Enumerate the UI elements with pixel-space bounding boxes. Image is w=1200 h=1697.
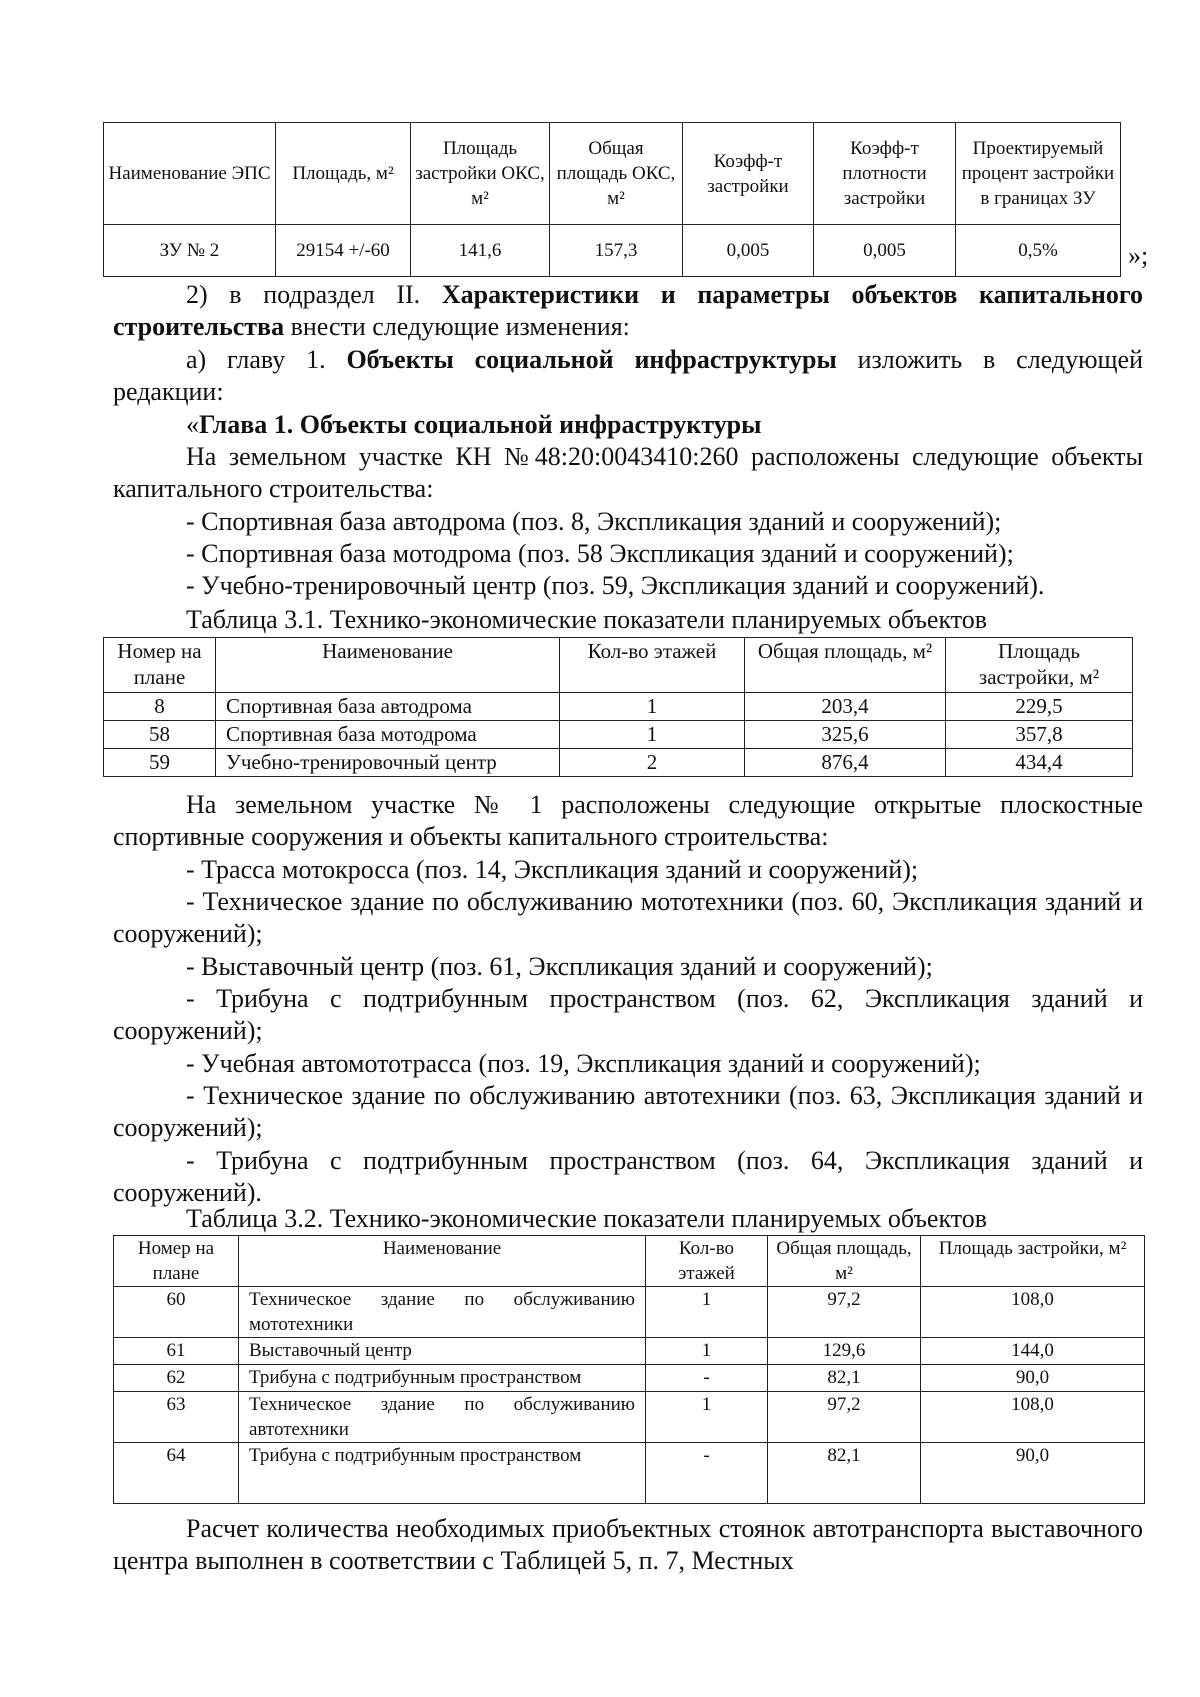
cell: 129,6 [768, 1338, 921, 1365]
table-header-row [104, 123, 1121, 225]
header-cell: Общая площадь ОКС, м² [550, 123, 683, 225]
table-row [114, 1365, 1145, 1392]
cell: 1 [646, 1287, 768, 1338]
paragraph-parking-calc: Расчет количества необходимых приобъектных стоянок автотранспорта выставочного центра выполнен в соответствии с Таблицей 5, п. 7, Местных [113, 1514, 1143, 1575]
cell: 60 [114, 1287, 239, 1338]
header-cell: Наименование [239, 1236, 646, 1287]
table-row [114, 1287, 1145, 1338]
cell: Спортивная база автодрома [216, 693, 560, 721]
text: изложить в следующей редакции: [113, 345, 1143, 406]
closing-quote: »; [1128, 241, 1149, 270]
header-cell: Общая площадь, м² [745, 638, 946, 693]
table-3-2 [113, 1235, 1145, 1504]
cell: 108,0 [921, 1287, 1145, 1338]
cell: 97,2 [768, 1392, 921, 1443]
cell: 0,005 [683, 225, 814, 277]
chapter-title: Глава 1. Объекты социальной инфраструктуры [199, 410, 762, 439]
header-cell: Кол-во этажей [560, 638, 745, 693]
header-cell: Номер на плане [114, 1236, 239, 1287]
cell: 29154 +/-60 [276, 225, 411, 277]
table-row [114, 1443, 1145, 1504]
header-cell: Общая площадь, м² [768, 1236, 921, 1287]
bold-text: Объекты социальной инфраструктуры [346, 345, 837, 374]
cell: ЗУ № 2 [104, 225, 276, 277]
cell: 2 [560, 749, 745, 777]
cell: 59 [104, 749, 216, 777]
header-cell: Коэфф-т плотности застройки [814, 123, 956, 225]
cell: 90,0 [921, 1365, 1145, 1392]
table-header-row [114, 1236, 1145, 1287]
chapter-heading [113, 409, 1143, 441]
cell: 157,3 [550, 225, 683, 277]
header-cell: Коэфф-т застройки [683, 123, 814, 225]
cell: 144,0 [921, 1338, 1145, 1365]
table-row [104, 693, 1133, 721]
cell: Спортивная база мотодрома [216, 721, 560, 749]
cell: Техническое здание по обслуживанию автотехники [239, 1392, 646, 1443]
bold-text: Характеристики и параметры объектов капитального строительства [113, 280, 1144, 341]
cell: 108,0 [921, 1392, 1145, 1443]
cell: 1 [560, 693, 745, 721]
cell: 203,4 [745, 693, 946, 721]
cell: 1 [646, 1338, 768, 1365]
cell: Учебно-тренировочный центр [216, 749, 560, 777]
cell: 434,4 [946, 749, 1133, 777]
cell: 357,8 [946, 721, 1133, 749]
cell: 8 [104, 693, 216, 721]
text: « [186, 410, 199, 439]
list-item: - Выставочный центр (поз. 61, Экспликация зданий и сооружений); [186, 952, 933, 981]
table-3-1 [103, 637, 1133, 777]
eps-parameters-table [103, 122, 1121, 277]
table-row [114, 1392, 1145, 1443]
table-header-row [104, 638, 1133, 693]
cell: 82,1 [768, 1443, 921, 1504]
header-cell: Кол-во этажей [646, 1236, 768, 1287]
header-cell: Номер на плане [104, 638, 216, 693]
paragraph-chapter-1 [113, 344, 1143, 408]
cell: - [646, 1365, 768, 1392]
list-item: - Техническое здание по обслуживанию мототехники (поз. 60, Экспликация зданий и сооружений); [113, 887, 1143, 948]
list-item: - Спортивная база мотодрома (поз. 58 Экспликация зданий и сооружений); [186, 539, 1014, 568]
header-cell: Площадь застройки, м² [946, 638, 1133, 693]
header-cell: Проектируемый процент застройки в границах ЗУ [956, 123, 1121, 225]
header-cell: Площадь застройки ОКС, м² [411, 123, 550, 225]
header-cell: Площадь, м² [276, 123, 411, 225]
cell: 61 [114, 1338, 239, 1365]
list-item: - Трибуна с подтрибунным пространством (поз. 62, Экспликация зданий и сооружений); [113, 984, 1143, 1045]
table-row [104, 225, 1121, 277]
cell: - [646, 1443, 768, 1504]
table-row [104, 721, 1133, 749]
cell: 82,1 [768, 1365, 921, 1392]
cell: 141,6 [411, 225, 550, 277]
cell: 325,6 [745, 721, 946, 749]
cell: 58 [104, 721, 216, 749]
cell: 62 [114, 1365, 239, 1392]
header-cell: Наименование [216, 638, 560, 693]
text: внести следующие изменения: [284, 312, 630, 341]
list-item: - Учебная автомототрасса (поз. 19, Экспликация зданий и сооружений); [186, 1049, 981, 1078]
cell: Трибуна с подтрибунным пространством [239, 1365, 646, 1392]
cell: 229,5 [946, 693, 1133, 721]
paragraph-kn-plot: На земельном участке КН №48:20:0043410:260 расположены следующие объекты капитального строительства: [113, 442, 1143, 503]
cell: 64 [114, 1443, 239, 1504]
cell: 90,0 [921, 1443, 1145, 1504]
cell: 63 [114, 1392, 239, 1443]
cell: 1 [646, 1392, 768, 1443]
table-row [104, 749, 1133, 777]
list-item: - Учебно-тренировочный центр (поз. 59, Экспликация зданий и сооружений). [186, 571, 1045, 600]
table-row [114, 1338, 1145, 1365]
list-item: - Спортивная база автодрома (поз. 8, Экспликация зданий и сооружений); [186, 507, 1002, 536]
cell: 97,2 [768, 1287, 921, 1338]
cell: 1 [560, 721, 745, 749]
header-cell: Наименование ЭПС [104, 123, 276, 225]
cell: Трибуна с подтрибунным пространством [239, 1443, 646, 1504]
cell: Выставочный центр [239, 1338, 646, 1365]
cell: Техническое здание по обслуживанию мототехники [239, 1287, 646, 1338]
cell: 0,5% [956, 225, 1121, 277]
table-3-2-caption: Таблица 3.2. Технико-экономические показатели планируемых объектов [186, 1204, 988, 1233]
text: 2) в подраздел II. [186, 280, 442, 309]
list-item: - Трасса мотокросса (поз. 14, Экспликация зданий и сооружений); [186, 855, 919, 884]
table-3-1-caption: Таблица 3.1. Технико-экономические показатели планируемых объектов [186, 605, 988, 634]
cell: 0,005 [814, 225, 956, 277]
paragraph-plot-1: На земельном участке № 1 расположены следующие открытые плоскостные спортивные сооружения и объекты капитального строительства: [113, 790, 1143, 851]
cell: 876,4 [745, 749, 946, 777]
list-item: - Трибуна с подтрибунным пространством (поз. 64, Экспликация зданий и сооружений). [113, 1146, 1143, 1207]
list-item: - Техническое здание по обслуживанию автотехники (поз. 63, Экспликация зданий и сооружений); [113, 1081, 1143, 1142]
paragraph-subsection-ii [113, 279, 1143, 343]
header-cell: Площадь застройки, м² [921, 1236, 1145, 1287]
text: а) главу 1. [186, 345, 347, 374]
